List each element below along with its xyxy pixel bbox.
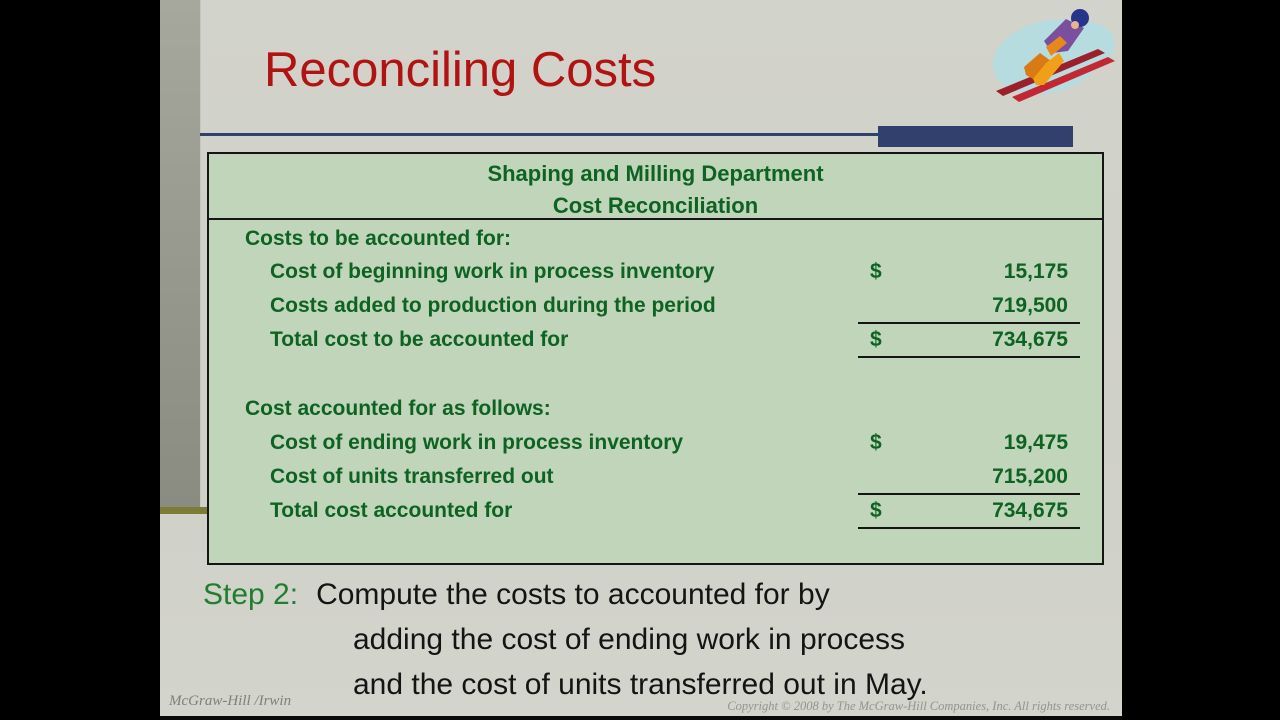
row-label: Cost of units transferred out [270, 465, 554, 488]
section-heading-label: Cost accounted for as follows: [245, 397, 551, 420]
row-label: Costs added to production during the period [270, 294, 716, 317]
step-line1 [203, 572, 1083, 617]
bottom-edge [160, 716, 1122, 720]
cost-reconciliation-table [207, 152, 1104, 565]
publisher-credit: McGraw-Hill /Irwin [169, 693, 292, 709]
left-accent-strip [160, 0, 201, 507]
row-amount: 19,475 [1003, 431, 1068, 454]
row-currency: $ [870, 328, 882, 351]
table-row [209, 291, 1102, 321]
row-amount: 719,500 [992, 294, 1068, 317]
section-heading [209, 394, 1102, 424]
row-label: Total cost accounted for [270, 499, 513, 522]
table-row [209, 428, 1102, 458]
row-amount: 715,200 [992, 465, 1068, 488]
step-text2: adding the cost of ending work in process [353, 623, 905, 656]
table-row [209, 257, 1102, 287]
table-row-total [209, 325, 1102, 355]
olive-accent-line [160, 507, 212, 514]
row-currency: $ [870, 431, 882, 454]
row-amount: 15,175 [1003, 260, 1068, 283]
row-label: Cost of beginning work in process inventory [270, 260, 715, 283]
section-heading-label: Costs to be accounted for: [245, 227, 512, 250]
table-row-total [209, 496, 1102, 526]
slide [160, 0, 1122, 720]
step-text3: and the cost of units transferred out in May. [353, 668, 928, 701]
ski-jumper-logo-icon [988, 3, 1120, 105]
table-row [209, 462, 1102, 492]
table-header-line2: Cost Reconciliation [552, 193, 759, 218]
row-currency: $ [870, 499, 882, 522]
row-currency: $ [870, 260, 882, 283]
row-amount: 734,675 [992, 328, 1068, 351]
step-text1: Compute the costs to accounted for by [316, 578, 830, 611]
step-note [203, 572, 1083, 707]
copyright-notice: Copyright © 2008 by The McGraw-Hill Companies, Inc. All rights reserved. [727, 699, 1110, 713]
row-label: Total cost to be accounted for [270, 328, 569, 351]
table-header-line1: Shaping and Milling Department [487, 161, 824, 186]
title-underline-bar [878, 126, 1073, 147]
row-amount: 734,675 [992, 499, 1068, 522]
step-label: Step 2: [203, 578, 299, 611]
row-label: Cost of ending work in process inventory [270, 431, 684, 454]
table-header-divider [209, 218, 1102, 220]
section-heading [209, 224, 1102, 254]
slide-title: Reconciling Costs [264, 43, 657, 97]
